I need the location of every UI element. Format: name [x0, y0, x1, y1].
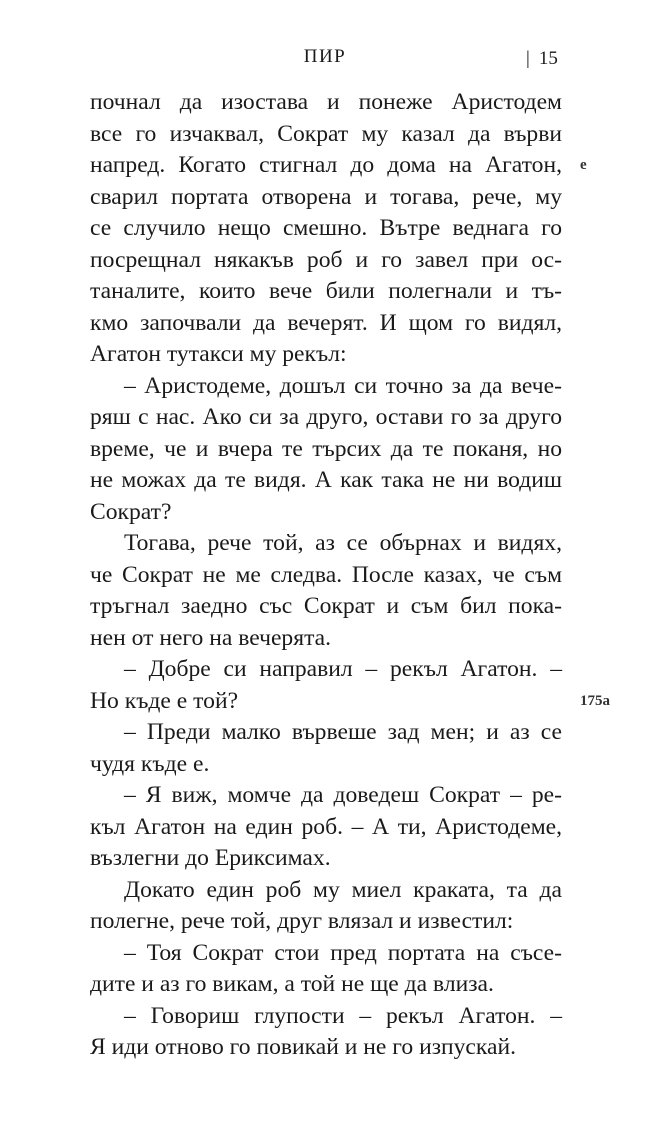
text-line: – Я виж, момче да доведеш Сократ – ре-: [124, 782, 562, 808]
text-line: Агатон тутакси му рекъл:: [90, 341, 347, 367]
running-head: [0, 46, 650, 76]
text-line: Я иди отново го повикай и не го изпускай.: [90, 1034, 517, 1060]
body-text: [90, 87, 562, 1064]
page-number-block: [526, 48, 558, 70]
text-line: – Преди малко вървеше зад мен; и аз се: [124, 719, 562, 745]
text-line: Сократ?: [90, 498, 172, 525]
text-line: кмо започвали да вечерят. И щом го видял,: [90, 309, 562, 336]
text-line: – Добре си направил – рекъл Агатон. –: [124, 656, 562, 682]
text-line: посрещнал някакъв роб и го завел при ос-: [90, 246, 562, 273]
text-line: ряш с нас. Ако си за друго, остави го за друго: [90, 404, 562, 430]
text-line: Докато един роб му миел краката, та да: [124, 876, 562, 903]
text-line: не можах да те видя. А как така не ни водиш: [90, 467, 562, 493]
margin-note-175a: 175a: [580, 693, 610, 709]
text-line: дите и аз го викам, а той не ще да влиза.: [90, 971, 494, 997]
text-line: – Аристодеме, дошъл си точно за да вече-: [124, 372, 562, 399]
text-line: – Говориш глупости – рекъл Агатон. –: [124, 1002, 562, 1029]
text-line: полегне, рече той, друг влязал и известил:: [90, 908, 514, 934]
text-line: че Сократ не ме следва. После казах, че съм: [90, 561, 562, 588]
page-number-separator: |: [526, 48, 530, 69]
text-line: почнал да изостава и понеже Аристодем: [90, 89, 562, 115]
text-line: къл Агатон на един роб. – А ти, Аристодеме,: [90, 813, 562, 840]
text-line: Но къде е той?: [90, 687, 239, 714]
page-number: 15: [538, 48, 558, 69]
text-line: чудя къде е.: [90, 750, 210, 777]
text-line: време, че и вчера те търсих да те поканя, но: [90, 435, 562, 462]
text-line: възлегни до Ериксимах.: [90, 845, 331, 871]
text-line: се случило нещо смешно. Вътре веднага го: [90, 215, 562, 241]
text-line: напред. Когато стигнал до дома на Агатон,: [90, 152, 562, 178]
text-line: тръгнал заедно със Сократ и съм бил пока-: [90, 593, 562, 619]
running-title: ПИР: [303, 46, 347, 67]
text-line: нен от него на вечерята.: [90, 624, 332, 651]
text-line: все го изчаквал, Сократ му казал да върви: [90, 120, 562, 147]
text-line: таналите, които вече били полегнали и тъ-: [90, 278, 562, 304]
text-line: сварил портата отворена и тогава, рече, му: [90, 183, 562, 210]
margin-note-e: e: [580, 157, 587, 173]
text-line: – Тоя Сократ стои пред портата на съсе-: [124, 939, 562, 966]
text-line: Тогава, рече той, аз се обърнах и видях,: [124, 530, 562, 556]
